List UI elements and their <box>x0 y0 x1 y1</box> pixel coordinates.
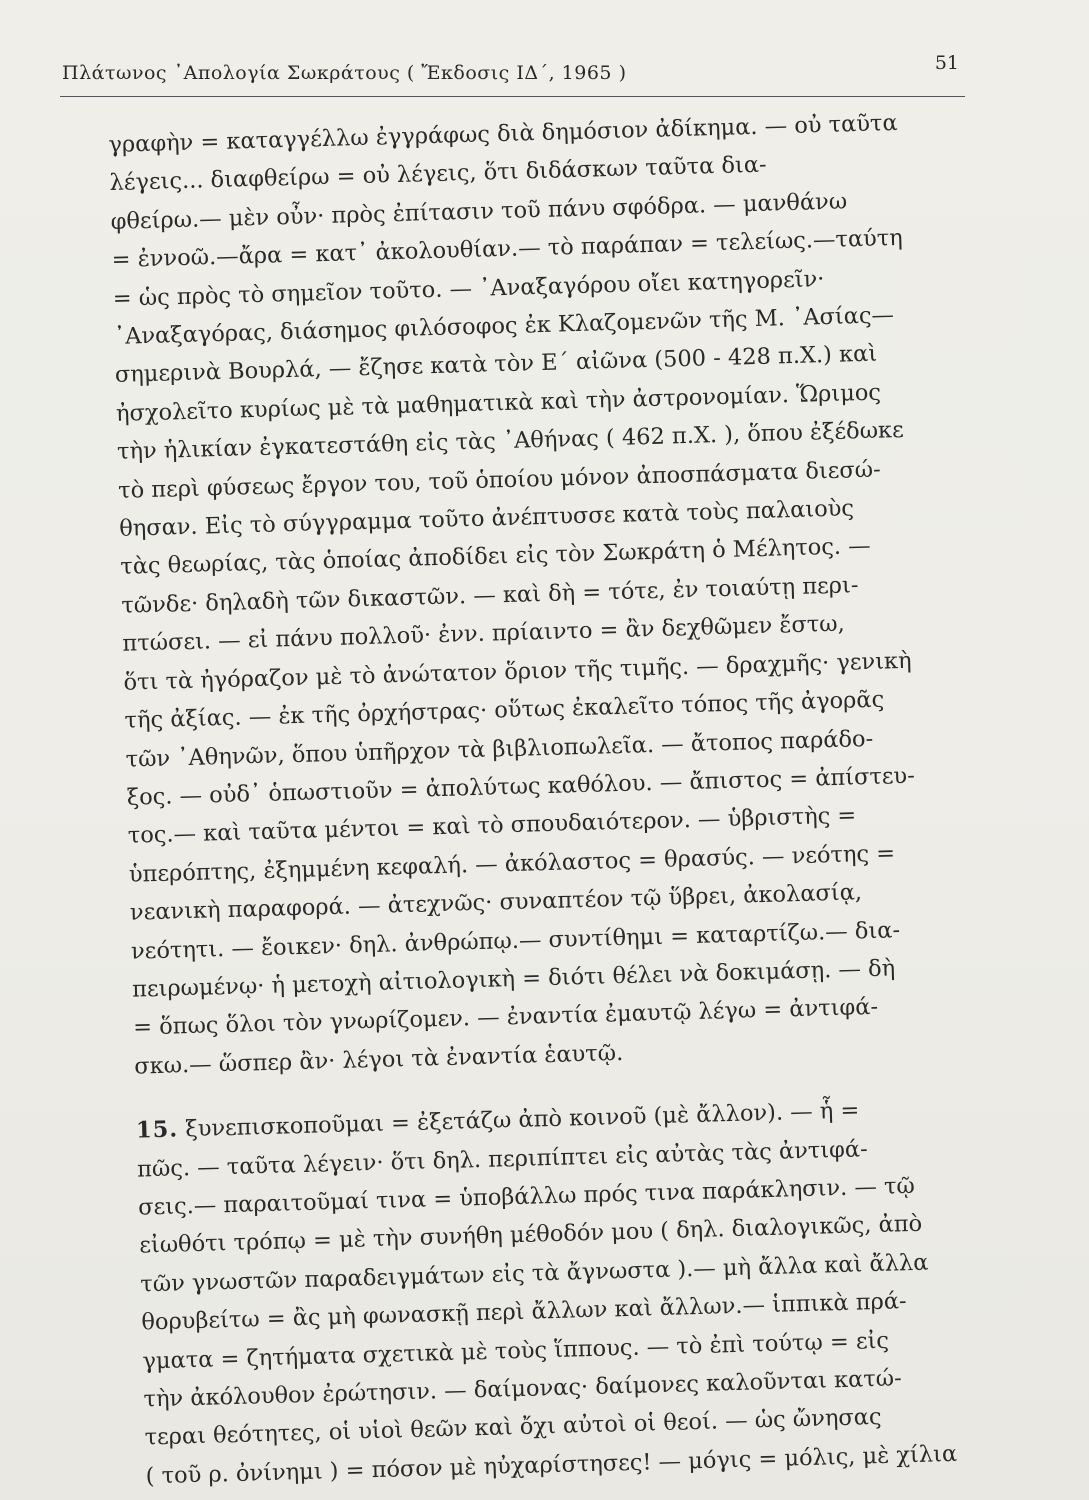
text-line: ὑπερόπτης, ἐξημμένη κεφαλή. — ἀκόλαστος = θρασύς. — νεότης = <box>128 840 896 888</box>
text-line: τῆς ἀξίας. — ἐκ τῆς ὀρχήστρας· οὕτως ἐκαλεῖτο τόπος τῆς ἀγορᾶς <box>124 686 885 734</box>
text-line: ἠσχολεῖτο κυρίως μὲ τὰ μαθηματικὰ καὶ τὴν ἀστρονομίαν. Ὥριμος <box>115 379 882 427</box>
page-header <box>60 52 965 97</box>
text-line: τὴν ἡλικίαν ἐγκατεστάθη εἰς τὰς ᾿Αθήνας ( 462 π.Χ. ), ὅπου ἐξέδωκε <box>116 417 905 466</box>
text-line: φθείρω.— μὲν οὖν· πρὸς ἐπίτασιν τοῦ πάνυ σφόδρα. — μανθάνω <box>110 188 848 235</box>
page-number: 51 <box>934 52 959 74</box>
commentary-text <box>108 101 1026 1495</box>
text-line: σημερινὰ Βουρλά, — ἔζησε κατὰ τὸν Ε΄ αἰῶνα (500 - 428 π.Χ.) καὶ <box>114 341 878 389</box>
section-first-line: ξυνεπισκοποῦμαι = ἐξετάζω ἀπὸ κοινοῦ (μὲ ἄλλον). — ἧ = <box>184 1097 860 1143</box>
text-line: = ἐννοῶ.—ἄρα = κατ᾿ ἀκολουθίαν.— τὸ παράπαν = τελείως.—ταύτη <box>111 225 904 274</box>
text-line: πῶς. — ταῦτα λέγειν· ὅτι δηλ. περιπίπτει εἰς αὐτὰς τὰς ἀντιφά- <box>136 1135 868 1183</box>
text-line: ᾿Αναξαγόρας, διάσημος φιλόσοφος ἐκ Κλαζομενῶν τῆς Μ. ᾿Ασίας— <box>113 302 895 350</box>
text-line: σεις.— παραιτοῦμαί τινα = ὑποβάλλω πρός τινα παράκλησιν. — τῷ <box>137 1172 916 1221</box>
text-line: νεανικὴ παραφορά. — ἀτεχνῶς· συναπτέον τῷ ὕβρει, ἀκολασίᾳ, <box>129 879 863 926</box>
running-title: Πλάτωνος ᾿Απολογία Σωκράτους ( Ἔκδοσις ΙΔ΄, 1965 ) <box>62 62 627 84</box>
paragraph-notes-15 <box>137 1126 1026 1496</box>
text-line: θορυβείτω = ἂς μὴ φωνασκῇ περὶ ἄλλων καὶ ἄλλων.— ἱππικὰ πρά- <box>141 1288 907 1336</box>
text-line: γματα = ζητήματα σχετικὰ μὲ τοὺς ἵππους. — τὸ ἐπὶ τούτῳ = εἰς <box>142 1327 890 1375</box>
text-line: ξος. — οὐδ᾿ ὁπωστιοῦν = ἀπολύτως καθόλου. — ἄπιστος = ἀπίστευ- <box>126 762 916 811</box>
text-line: τὰς θεωρίας, τὰς ὁποίας ἀποδίδει εἰς τὸν Σωκράτη ὁ Μέλητος. — <box>119 533 872 581</box>
text-line: = ὡς πρὸς τὸ σημεῖον τοῦτο. — ᾿Αναξαγόρου οἴει κατηγορεῖν· <box>112 265 825 312</box>
text-line: τῶνδε· δηλαδὴ τῶν δικαστῶν. — καὶ δὴ = τότε, ἐν τοιαύτῃ περι- <box>121 572 859 619</box>
text-line: τὸ περὶ φύσεως ἔργον του, τοῦ ὁποίου μόνον ἀποσπάσματα διεσώ- <box>117 456 881 504</box>
text-line: τῶν γνωστῶν παραδειγμάτων εἰς τὰ ἄγνωστα ).— μὴ ἄλλα καὶ ἄλλα <box>139 1249 929 1298</box>
text-line: γραφὴν = καταγγέλλω ἐγγράφως διὰ δημόσιον ἀδίκημα. — οὐ ταῦτα <box>108 109 898 158</box>
text-line: θησαν. Εἰς τὸ σύγγραμμα τοῦτο ἀνέπτυσσε κατὰ τοὺς παλαιοὺς <box>118 495 855 542</box>
text-line: σκω.— ὥσπερ ἂν· λέγοι τὰ ἐναντία ἑαυτῷ. <box>133 1039 624 1080</box>
section-number: 15. <box>135 1116 179 1144</box>
text-line: νεότητι. — ἔοικεν· δηλ. ἀνθρώπῳ.— συντίθημι = καταρτίζω.— δια- <box>130 916 901 965</box>
text-line: τὴν ἀκόλουθον ἐρώτησιν. — δαίμονας· δαίμονες καλοῦνται κατώ- <box>143 1365 903 1413</box>
text-line: τεραι θεότητες, οἱ υἱοὶ θεῶν καὶ ὄχι αὐτοὶ οἱ θεοί. — ὡς ὤνησας <box>144 1404 882 1451</box>
text-line: τος.— καὶ ταῦτα μέντοι = καὶ τὸ σπουδαιότερον. — ὑβριστὴς = <box>127 802 857 850</box>
text-line: πειρωμένῳ· ἡ μετοχὴ αἰτιολογικὴ = διότι θέλει νὰ δοκιμάσῃ. — δὴ <box>131 955 896 1003</box>
text-line: πτώσει. — εἰ πάνυ πολλοῦ· ἐνν. πρίαιντο = ἂν δεχθῶμεν ἔστω, <box>122 610 846 658</box>
text-line: ὅτι τὰ ἠγόραζον μὲ τὸ ἀνώτατον ὅριον τῆς τιμῆς. — δραχμῆς· γενικὴ <box>123 647 912 696</box>
text-line: λέγεις... διαφθείρω = οὐ λέγεις, ὅτι διδάσκων ταῦτα δια- <box>109 152 767 197</box>
text-line: εἰωθότι τρόπῳ = μὲ τὴν συνήθη μέθοδόν μου ( δηλ. διαλογικῶς, ἀπὸ <box>138 1211 923 1259</box>
text-line: τῶν ᾿Αθηνῶν, ὅπου ὑπῆρχον τὰ βιβλιοπωλεῖα. — ἄτοπος παράδο- <box>125 725 874 773</box>
text-line: ( τοῦ ρ. ὀνίνημι ) = πόσον μὲ ηὐχαρίστησες! — μόγις = μόλις, μὲ χίλια <box>145 1440 958 1490</box>
paragraph-notes-14 <box>108 101 1014 1085</box>
text-line: = ὅπως ὅλοι τὸν γνωρίζομεν. — ἐναντία ἐμαυτῷ λέγω = ἀντιφά- <box>132 994 879 1041</box>
